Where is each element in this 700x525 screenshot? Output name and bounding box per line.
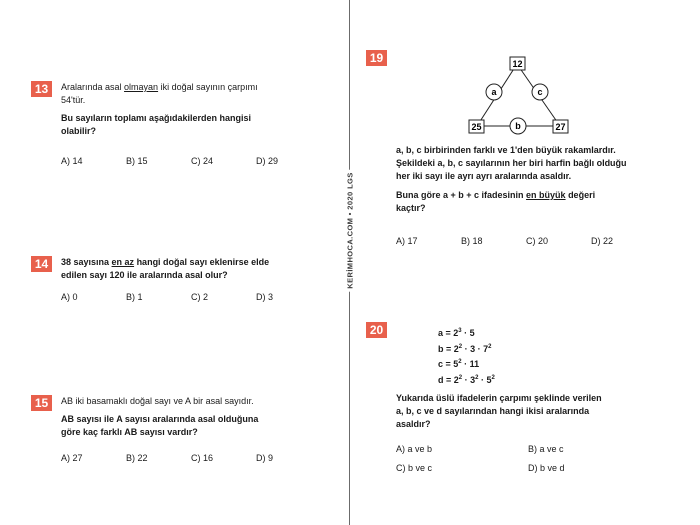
option-d[interactable]: D) b ve d [528,463,565,473]
box-right-value: 27 [555,122,566,132]
box-top-value: 12 [512,59,523,69]
equation-c: $c = 5^2 \cdot 11$ [438,359,480,369]
question-15-text: AB iki basamaklı doğal sayı ve A bir asal sayıdır. AB sayısı ile A sayısı aralarında asal olduğuna göre kaç farklı AB sayısı vardır? [61,396,259,437]
circle-c-label: c [537,87,543,97]
question-20-equations [438,326,495,388]
question-20-number: 20 [366,322,387,338]
circle-b-label: b [515,121,521,131]
option-b[interactable]: B) 22 [126,453,148,463]
question-20-options [396,444,565,473]
option-b[interactable]: B) 15 [126,156,148,166]
option-d[interactable]: D) 9 [256,453,274,463]
option-a[interactable]: A) 14 [61,156,83,166]
option-b[interactable]: B) 18 [461,236,483,246]
option-c[interactable]: C) 2 [191,292,209,302]
sidebar-watermark: KERİMHOCA.COM • 2020 LGS [343,175,357,285]
question-13-text: Aralarında asal olmayan iki doğal sayının çarpımı 54'tür. Bu sayıların toplamı aşağıdakilerden hangisi olabilir? [61,82,258,136]
option-d[interactable]: D) 29 [256,156,279,166]
question-13-options [61,156,321,166]
option-a[interactable]: A) 0 [61,292,78,302]
option-c[interactable]: C) 24 [191,156,214,166]
equation-d: $d = 2^2 \cdot 3^2 \cdot 5^2$ [438,374,495,385]
question-15-number: 15 [31,395,52,411]
question-13-number: 13 [31,81,52,97]
option-a[interactable]: A) a ve b [396,444,433,454]
question-14-options [61,292,321,302]
question-15-options [61,453,321,463]
question-14-text: 38 sayısına en az hangi doğal sayı eklenirse elde edilen sayı 120 ile aralarında asal olur? [61,257,270,280]
option-d[interactable]: D) 3 [256,292,274,302]
box-left-value: 25 [471,122,482,132]
option-b[interactable]: B) a ve c [528,444,564,454]
option-c[interactable]: C) 20 [526,236,549,246]
question-14-number: 14 [31,256,52,272]
equation-a: $a = 2^3 \cdot 5$ [438,328,475,338]
coprime-triangle-diagram [464,54,574,138]
question-19-text: a, b, c birbirinden farklı ve 1'den büyük rakamlardır. Şekildeki a, b, c sayılarının her biri harfin bağlı olduğu her iki sayı ile ayrı ayrı aralarında asaldır. Buna göre a + b + c ifadesinin en büyük değeri kaçtır? [396,145,627,213]
option-d[interactable]: D) 22 [591,236,614,246]
equation-b: $b = 2^2 \cdot 3 \cdot 7^2$ [438,343,492,354]
question-20-text: Yukarıda üslü ifadelerin çarpımı şeklinde verilen a, b, c ve d sayılarından hangi ikisi aralarında asaldır? [396,393,602,429]
option-b[interactable]: B) 1 [126,292,143,302]
circle-a-label: a [491,87,497,97]
option-c[interactable]: C) 16 [191,453,214,463]
question-19-number: 19 [366,50,387,66]
option-c[interactable]: C) b ve c [396,463,433,473]
option-a[interactable]: A) 27 [61,453,83,463]
option-a[interactable]: A) 17 [396,236,418,246]
question-19-options [396,236,656,246]
